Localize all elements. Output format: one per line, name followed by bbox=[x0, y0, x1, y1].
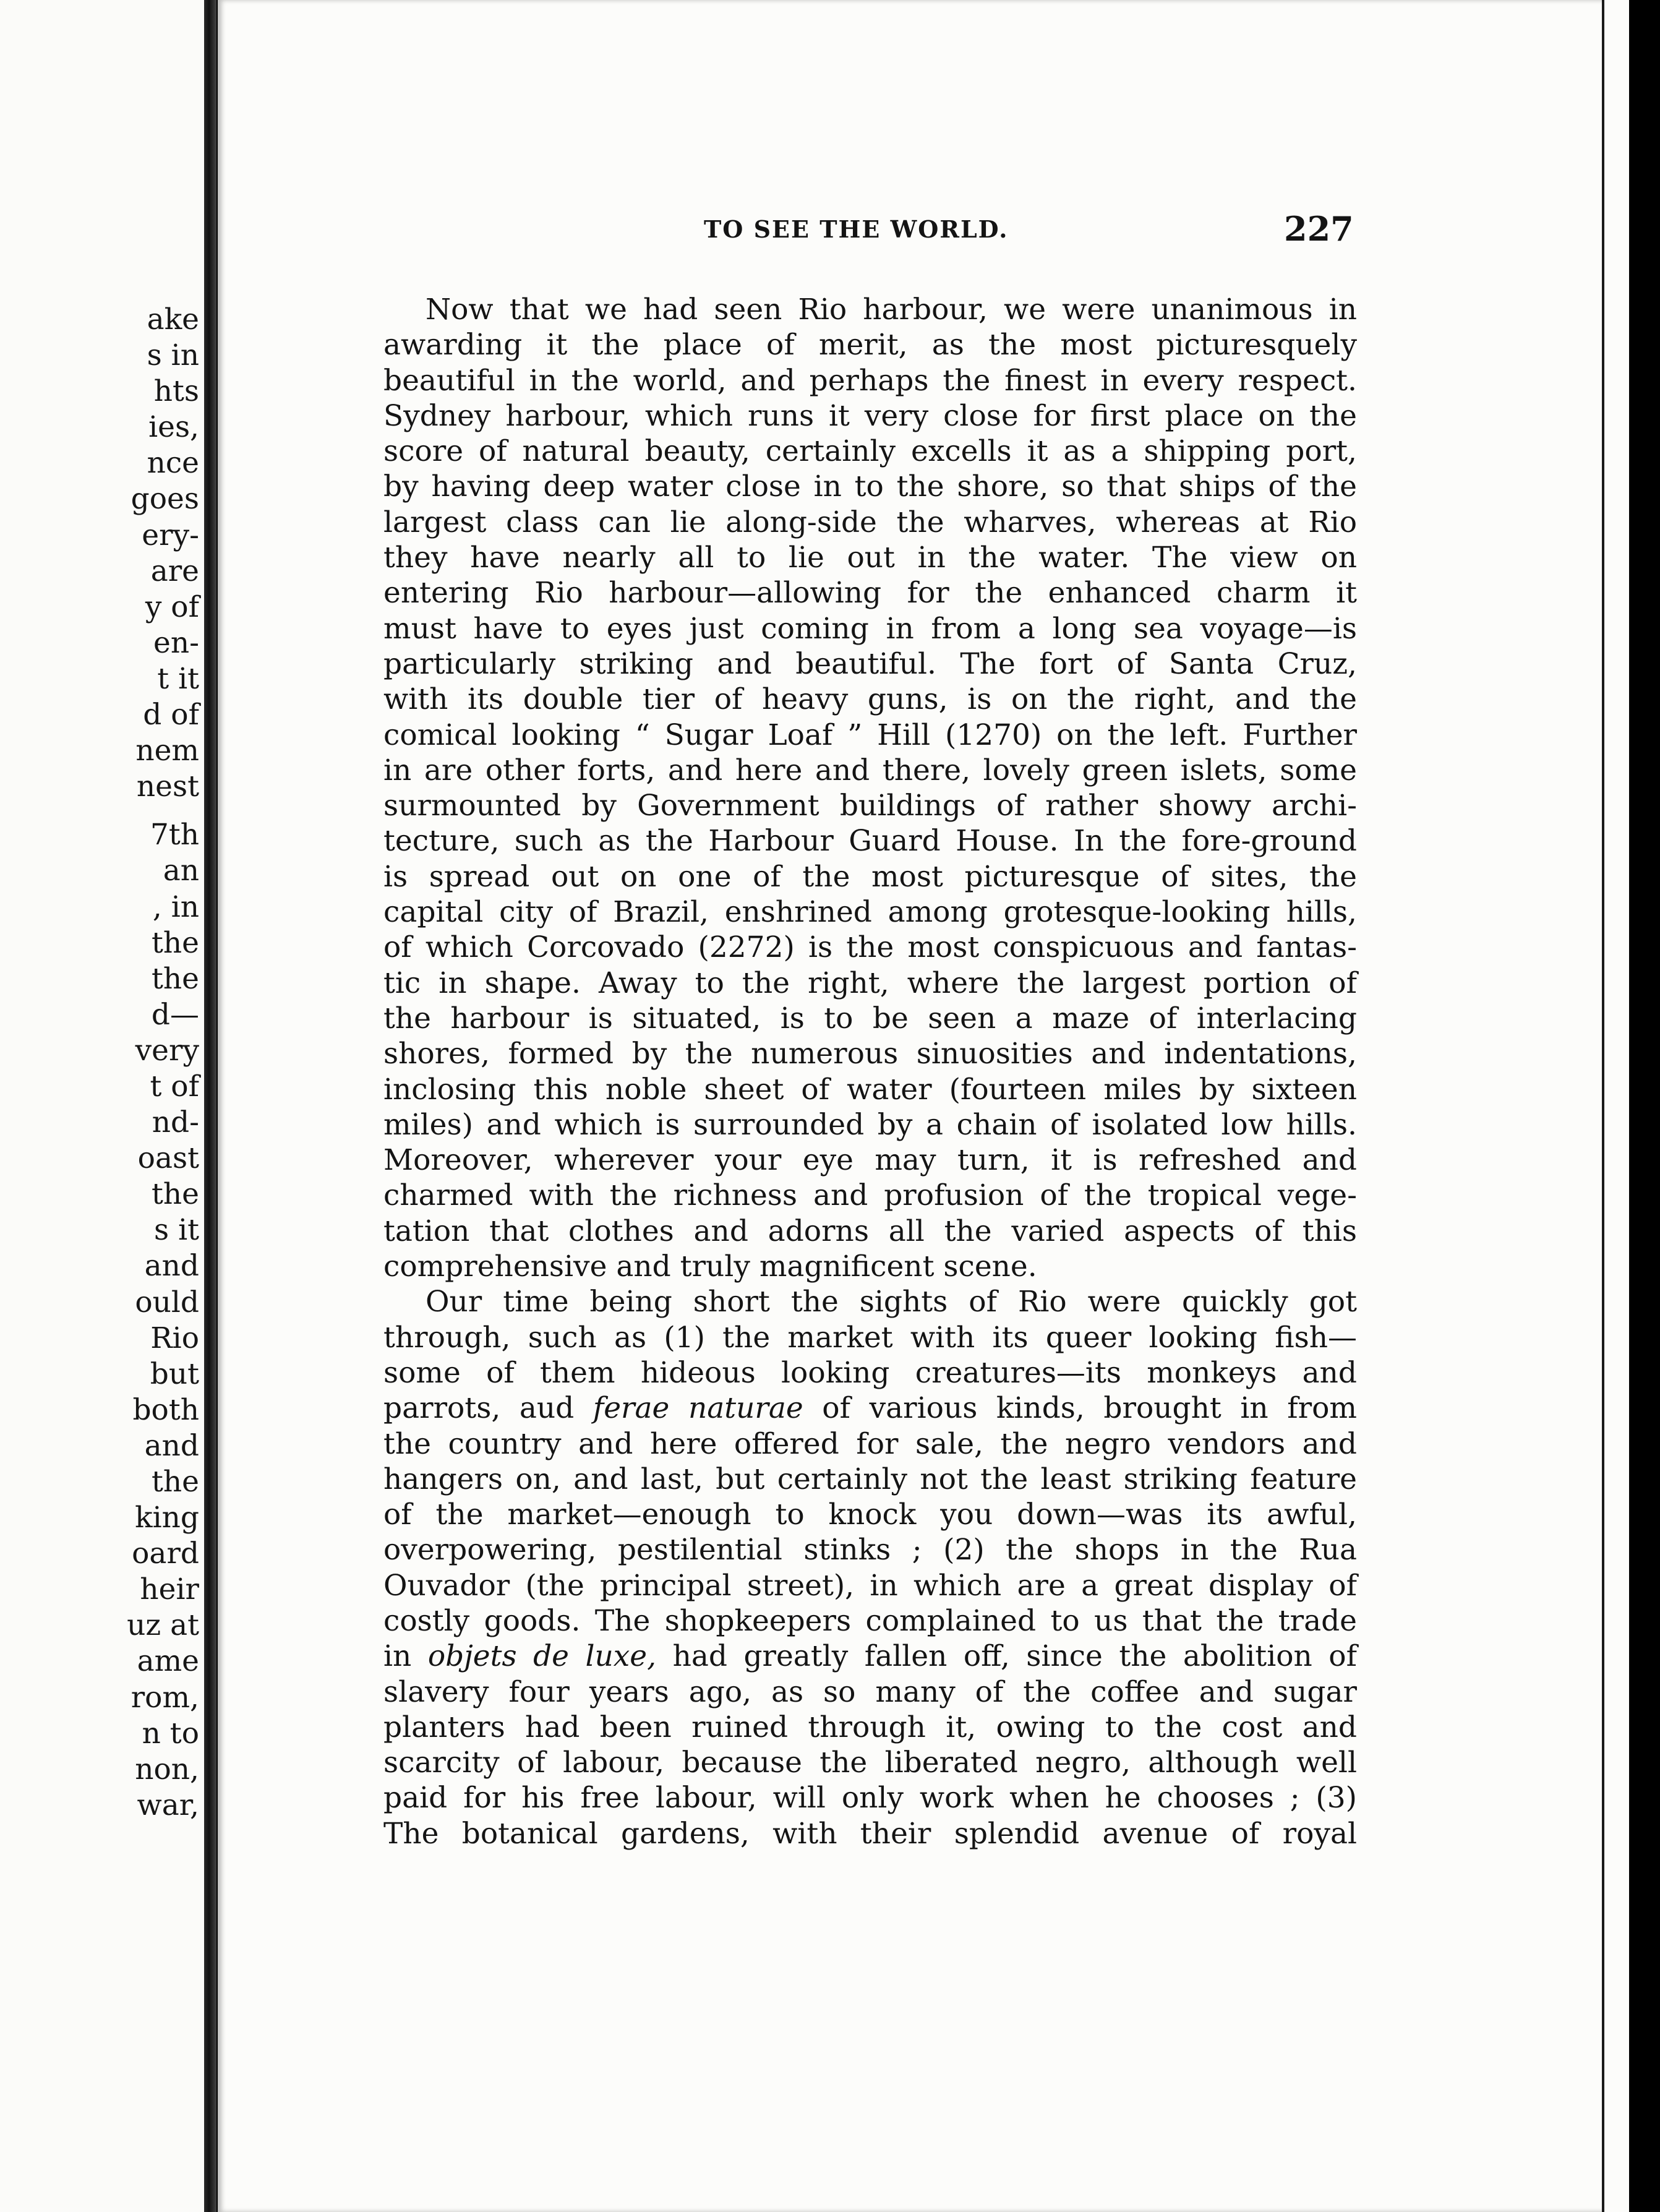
text-line: particularly striking and beautiful. The fort of Santa Cruz, bbox=[383, 646, 1357, 681]
text-line: hangers on, and last, but certainly not the least striking feature bbox=[383, 1462, 1357, 1496]
left-page-fragment: Rio bbox=[150, 1321, 199, 1355]
text-line: largest class can lie along-side the wharves, whereas at Rio bbox=[383, 505, 1357, 539]
left-page-fragment: n to bbox=[142, 1716, 199, 1751]
left-page-fragment: nce bbox=[147, 446, 199, 481]
text-line: paid for his free labour, will only work when he chooses ; (3) bbox=[383, 1781, 1357, 1815]
left-page-fragment: ame bbox=[137, 1644, 199, 1679]
left-page-fragment: heir bbox=[140, 1572, 199, 1607]
left-page-fragment: nest bbox=[136, 769, 199, 804]
left-page-fragment: king bbox=[135, 1501, 199, 1535]
left-page-fragment: hts bbox=[153, 374, 199, 409]
left-page-fragment: rom, bbox=[130, 1680, 199, 1715]
left-page-fragment: the bbox=[152, 1465, 199, 1499]
left-page-text-fragments bbox=[127, 302, 199, 1824]
text-run: parrots, aud bbox=[383, 1391, 575, 1426]
text-line: Ouvador (the principal street), in which are a great display of bbox=[383, 1568, 1357, 1603]
text-line: Sydney harbour, which runs it very close for first place on the bbox=[383, 398, 1357, 433]
text-line: Moreover, wherever your eye may turn, it is refreshed and bbox=[383, 1143, 1357, 1178]
text-line: overpowering, pestilential stinks ; (2) the shops in the Rua bbox=[383, 1533, 1357, 1567]
left-page-fragment: y of bbox=[145, 589, 199, 624]
left-page-fragment: , in bbox=[152, 890, 199, 924]
left-page-fragment: are bbox=[150, 554, 199, 588]
left-page-fragment: very bbox=[135, 1033, 199, 1068]
left-page-fragment: the bbox=[152, 1177, 199, 1212]
text-line: tation that clothes and adorns all the varied aspects of this bbox=[383, 1214, 1357, 1248]
text-line: comprehensive and truly magnificent scene. bbox=[383, 1250, 1037, 1284]
running-title: TO SEE THE WORLD. bbox=[704, 215, 1009, 243]
text-run: had greatly fallen off, since the abolition of bbox=[672, 1639, 1357, 1674]
text-line: capital city of Brazil, enshrined among grotesque-looking hills, bbox=[383, 895, 1357, 930]
left-page-fragment: t of bbox=[150, 1069, 199, 1104]
text-line: in are other forts, and here and there, lovely green islets, some bbox=[383, 753, 1357, 787]
page-header bbox=[0, 209, 1660, 249]
text-line: shores, formed by the numerous sinuosities and indentations, bbox=[383, 1037, 1357, 1071]
left-page-fragment: goes bbox=[130, 482, 199, 517]
text-line: inclosing this noble sheet of water (fourteen miles by sixteen bbox=[383, 1072, 1357, 1107]
text-line: tic in shape. Away to the right, where the largest portion of bbox=[383, 966, 1357, 1000]
left-page-fragment: en- bbox=[153, 625, 199, 660]
left-page-fragment: the bbox=[152, 961, 199, 996]
body-text bbox=[383, 292, 1357, 1851]
left-page-fragment: ake bbox=[147, 302, 199, 337]
text-line bbox=[383, 1639, 1357, 1674]
left-page-edge bbox=[0, 0, 204, 2212]
left-page-fragment: war, bbox=[137, 1788, 199, 1822]
text-line: charmed with the richness and profusion of the tropical vege- bbox=[383, 1178, 1357, 1213]
left-page-fragment: oast bbox=[137, 1141, 199, 1176]
left-page-fragment: ould bbox=[135, 1285, 199, 1319]
text-line: score of natural beauty, certainly excells it as a shipping port, bbox=[383, 434, 1357, 469]
left-page-fragment: nd- bbox=[152, 1105, 199, 1140]
text-line: they have nearly all to lie out in the water. The view on bbox=[383, 541, 1357, 575]
left-page-fragment: 7th bbox=[150, 818, 199, 852]
next-page-edge bbox=[1604, 0, 1629, 2212]
text-line: planters had been ruined through it, owing to the cost and bbox=[383, 1710, 1357, 1744]
text-line: costly goods. The shopkeepers complained to us that the trade bbox=[383, 1603, 1357, 1638]
text-line: slavery four years ago, as so many of the coffee and sugar bbox=[383, 1674, 1357, 1709]
text-line: The botanical gardens, with their splendid avenue of royal bbox=[383, 1816, 1357, 1851]
text-line: by having deep water close in to the shore, so that ships of the bbox=[383, 469, 1357, 504]
left-page-fragment: but bbox=[150, 1357, 199, 1391]
left-page-fragment: and bbox=[144, 1428, 199, 1463]
left-page-fragment: and bbox=[144, 1249, 199, 1284]
left-page-fragment: the bbox=[152, 925, 199, 960]
left-page-fragment: d of bbox=[143, 698, 199, 732]
text-line: Our time being short the sights of Rio were quickly got bbox=[426, 1285, 1357, 1319]
left-page-fragment: s it bbox=[154, 1213, 199, 1248]
text-line: Now that we had seen Rio harbour, we were unanimous in bbox=[426, 293, 1357, 327]
left-page-fragment: s in bbox=[147, 338, 199, 373]
text-line: through, such as (1) the market with its queer looking fish— bbox=[383, 1320, 1357, 1355]
paragraph-gap bbox=[127, 805, 199, 817]
text-line: comical looking “ Sugar Loaf ” Hill (1270) on the left. Further bbox=[383, 718, 1357, 752]
text-line: surmounted by Government buildings of rather showy archi- bbox=[383, 789, 1357, 823]
left-page-fragment: oard bbox=[132, 1537, 199, 1571]
text-line: is spread out on one of the most picturesque of sites, the bbox=[383, 859, 1357, 894]
italic-phrase: ferae naturae bbox=[593, 1391, 803, 1426]
text-line: awarding it the place of merit, as the most picturesquely bbox=[383, 328, 1357, 362]
text-line: entering Rio harbour—allowing for the enhanced charm it bbox=[383, 576, 1357, 611]
text-line: of which Corcovado (2272) is the most conspicuous and fantas- bbox=[383, 930, 1357, 965]
left-page-fragment: both bbox=[132, 1392, 199, 1427]
left-page-fragment: ies, bbox=[148, 410, 199, 445]
left-page-fragment: non, bbox=[135, 1752, 199, 1786]
text-line: scarcity of labour, because the liberated negro, although well bbox=[383, 1746, 1357, 1780]
left-page-fragment: d— bbox=[151, 997, 199, 1032]
left-page-fragment: an bbox=[163, 854, 199, 888]
text-line: some of them hideous looking creatures—its monkeys and bbox=[383, 1355, 1357, 1390]
book-gutter bbox=[204, 0, 216, 2212]
page-number: 227 bbox=[1284, 209, 1354, 249]
text-run: of various kinds, brought in from bbox=[822, 1391, 1357, 1426]
italic-phrase: objets de luxe, bbox=[427, 1639, 657, 1674]
left-page-fragment: nem bbox=[135, 734, 199, 768]
text-line: beautiful in the world, and perhaps the finest in every respect. bbox=[383, 363, 1357, 398]
left-page-fragment: ery- bbox=[142, 518, 199, 552]
left-page-fragment: t it bbox=[157, 661, 199, 696]
text-line: must have to eyes just coming in from a long sea voyage—is bbox=[383, 611, 1357, 646]
text-line: tecture, such as the Harbour Guard House. In the fore-ground bbox=[383, 824, 1357, 859]
text-line: of the market—enough to knock you down—was its awful, bbox=[383, 1498, 1357, 1532]
text-line: miles) and which is surrounded by a chain of isolated low hills. bbox=[383, 1107, 1357, 1142]
text-line: with its double tier of heavy guns, is on the right, and the bbox=[383, 682, 1357, 717]
left-page-fragment: uz at bbox=[127, 1608, 199, 1643]
text-line: the country and here offered for sale, the negro vendors and bbox=[383, 1426, 1357, 1461]
text-run: in bbox=[383, 1639, 412, 1674]
text-line bbox=[383, 1391, 1357, 1426]
text-line: the harbour is situated, is to be seen a maze of interlacing bbox=[383, 1001, 1357, 1035]
